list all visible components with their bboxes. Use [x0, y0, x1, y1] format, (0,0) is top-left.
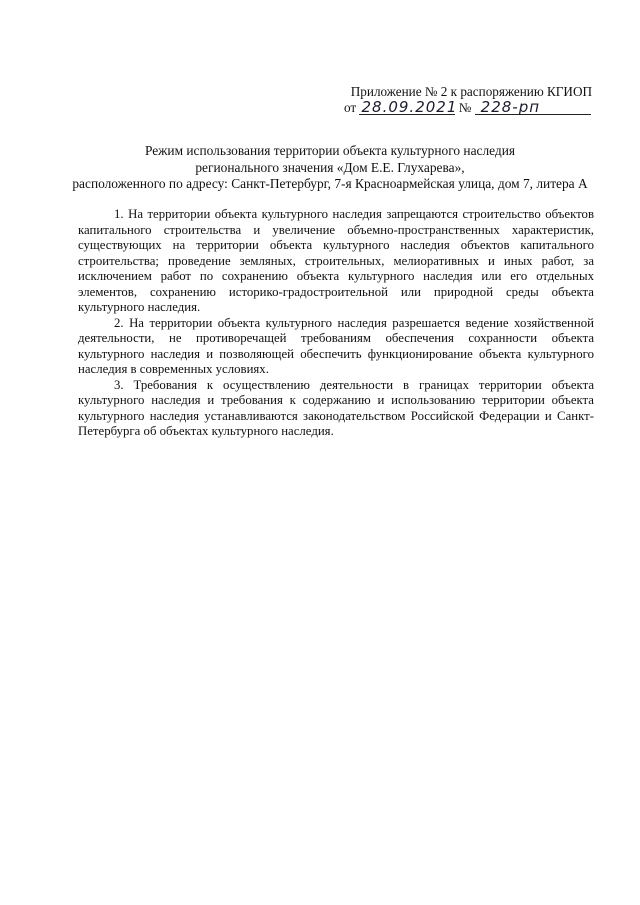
- paragraph-2: 2. На территории объекта культурного наследия разрешается ведение хозяйственной деятельности, не противоречащей требованиям обеспечения сохранности объекта культурного наследия и позволяющей обеспечить функционирование объекта культурного наследия в современных условиях.: [78, 315, 594, 376]
- title-line-1: Режим использования территории объекта культурного наследия: [144, 143, 516, 158]
- appendix-date-number-line: [342, 100, 592, 116]
- title-line-2: регионального значения «Дом Е.Е. Глухарева»,: [195, 159, 465, 175]
- appendix-title: Приложение № 2 к распоряжению КГИОП: [350, 84, 592, 99]
- paragraph-1: 1. На территории объекта культурного наследия запрещаются строительство объектов капитального строительства и увеличение объемно-пространственных характеристик, существующих на территории объекта культурного наследия объектов капитального строительства; проведение земляных, строительных, мелиоративных и иных работ, за исключением работ по сохранению объекта культурного наследия или его отдельных элементов, сохранению историко-градостроительной или природной среды объекта культурного наследия.: [78, 207, 594, 314]
- handwritten-number: 228-рп: [475, 100, 591, 115]
- appendix-header: [342, 84, 592, 116]
- number-label: №: [458, 100, 472, 115]
- from-label: от: [344, 100, 357, 115]
- document-title: [60, 143, 600, 193]
- paragraph-3: 3. Требования к осуществлению деятельности в границах территории объекта культурного наследия и требования к содержанию и использованию территории объекта культурного наследия устанавливаются законодательством Российской Федерации и Санкт-Петербурга об объектах культурного наследия.: [78, 377, 594, 438]
- title-line-3: расположенного по адресу: Санкт-Петербург, 7-я Красноармейская улица, дом 7, литера А: [72, 176, 588, 191]
- handwritten-date: 28.09.2021: [361, 98, 458, 116]
- document-body: [78, 207, 594, 440]
